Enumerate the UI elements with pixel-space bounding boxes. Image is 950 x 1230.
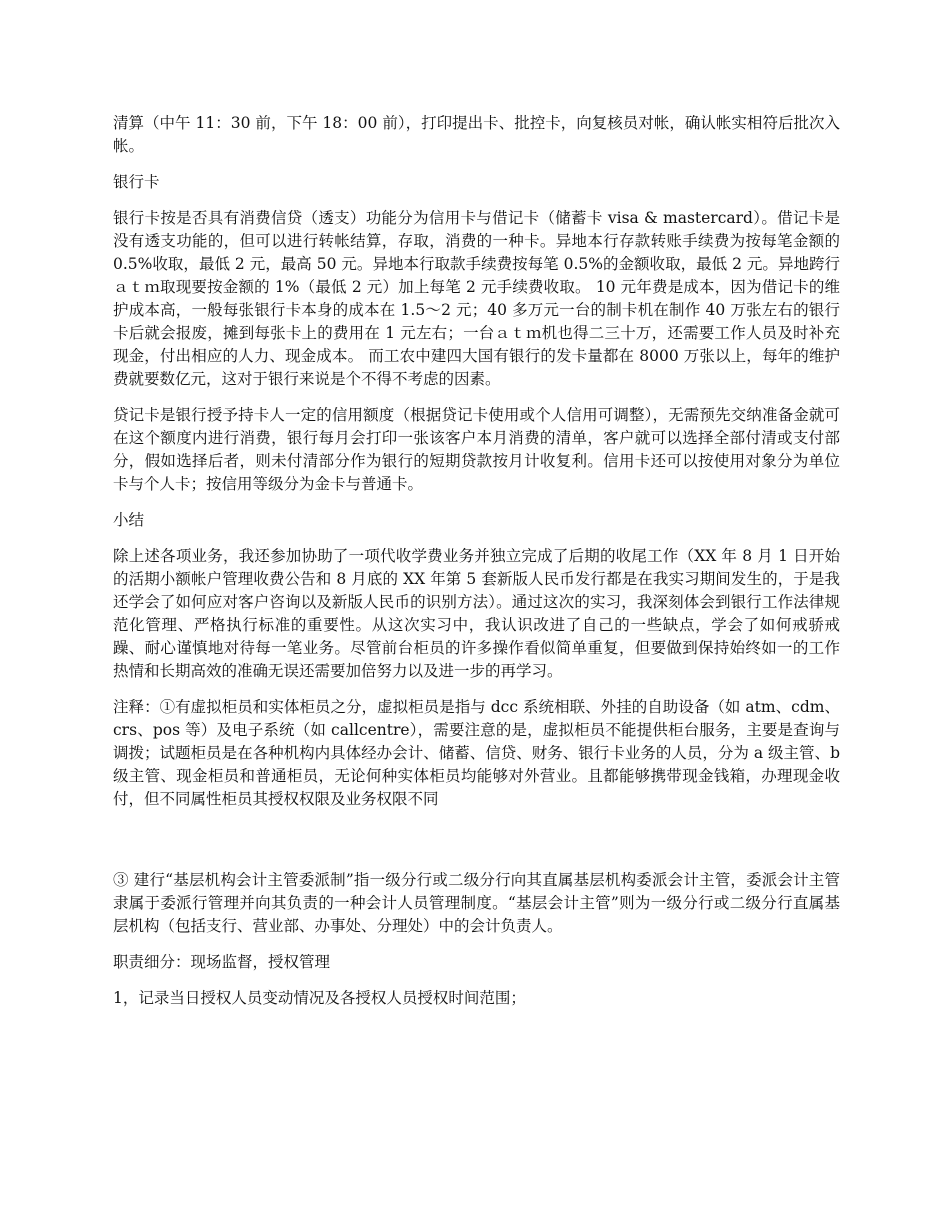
duties-heading: 职责细分：现场监督，授权管理 [113,953,331,971]
bankcard-heading: 银行卡 [113,173,160,191]
blank-gap [113,824,840,869]
clearing-paragraph: 清算（中午 11：30 前，下午 18：00 前），打印提出卡、批控卡，向复核员对帐，确认帐实相符后批次入帐。 [113,114,840,155]
document-page [113,112,840,1023]
duty-item-1: 1，记录当日授权人员变动情况及各授权人员授权时间范围； [113,989,526,1007]
note-paragraph: 注释：①有虚拟柜员和实体柜员之分，虚拟柜员是指与 dcc 系统相联、外挂的自助设备（如 atm、cdm、crs、pos 等）及电子系统（如 callcentre），需要注意的是，虚拟柜员不能提供柜台服务，主要是查询与调拨；试题柜员是在各种机构内具体经办会计、储蓄、信贷、财务、银行卡业务的人员，分为 a 级主管、b 级主管、现金柜员和普通柜员，无论何种实体柜员均能够对外营业。且都能够携带现金钱箱，办理现金收付，但不同属性柜员其授权权限及业务权限不同 [113,698,840,808]
credit-card-paragraph: 贷记卡是银行授予持卡人一定的信用额度（根据贷记卡使用或个人信用可调整），无需预先交纳准备金就可在这个额度内进行消费，银行每月会打印一张该客户本月消费的清单，客户就可以选择全部付清或支付部分，假如选择后者，则未付清部分作为银行的短期贷款按月计收复利。信用卡还可以按使用对象分为单位卡与个人卡；按信用等级分为金卡与普通卡。 [113,406,840,493]
supervisor-paragraph: ③ 建行“基层机构会计主管委派制”指一级分行或二级分行向其直属基层机构委派会计主管，委派会计主管隶属于委派行管理并向其负责的一种会计人员管理制度。“基层会计主管”则为一级分行或二级分行直属基层机构（包括支行、营业部、办事处、分理处）中的会计负责人。 [113,871,840,935]
bankcard-paragraph: 银行卡按是否具有消费信贷（透支）功能分为信用卡与借记卡（储蓄卡 visa & mastercard）。借记卡是没有透支功能的，但可以进行转帐结算，存取，消费的一种卡。异地本行存款转账手续费为按每笔金额的 0.5%收取，最低 2 元，最高 50 元。异地本行取款手续费按每笔 0.5%的金额收取，最低 2 元。异地跨行ａｔｍ取现要按金额的 1%（最低 2 元）加上每笔 2 元手续费收取。 10 元年费是成本，因为借记卡的维护成本高，一般每张银行卡本身的成本在 1.5～2 元；40 多万元一台的制卡机在制作 40 万张左右的银行卡后就会报废，摊到每张卡上的费用在 1 元左右；一台ａｔｍ机也得二三十万，还需要工作人员及时补充现金，付出相应的人力、现金成本。 而工农中建四大国有银行的发卡量都在 8000 万张以上，每年的维护费就要数亿元，这对于银行来说是个不得不考虑的因素。 [113,209,840,388]
summary-paragraph: 除上述各项业务，我还参加协助了一项代收学费业务并独立完成了后期的收尾工作（XX 年 8 月 1 日开始的活期小额帐户管理收费公告和 8 月底的 XX 年第 5 套新版人民币发行都是在我实习期间发生的，于是我还学会了如何应对客户咨询以及新版人民币的识别方法）。通过这次的实习，我深刻体会到银行工作法律规范化管理、严格执行标准的重要性。从这次实习中，我认识改进了自己的一些缺点，学会了如何戒骄戒躁、耐心谨慎地对待每一笔业务。尽管前台柜员的许多操作看似简单重复，但要做到保持始终如一的工作热情和长期高效的准确无误还需要加倍努力以及进一步的再学习。 [113,547,840,680]
summary-heading: 小结 [113,511,145,529]
